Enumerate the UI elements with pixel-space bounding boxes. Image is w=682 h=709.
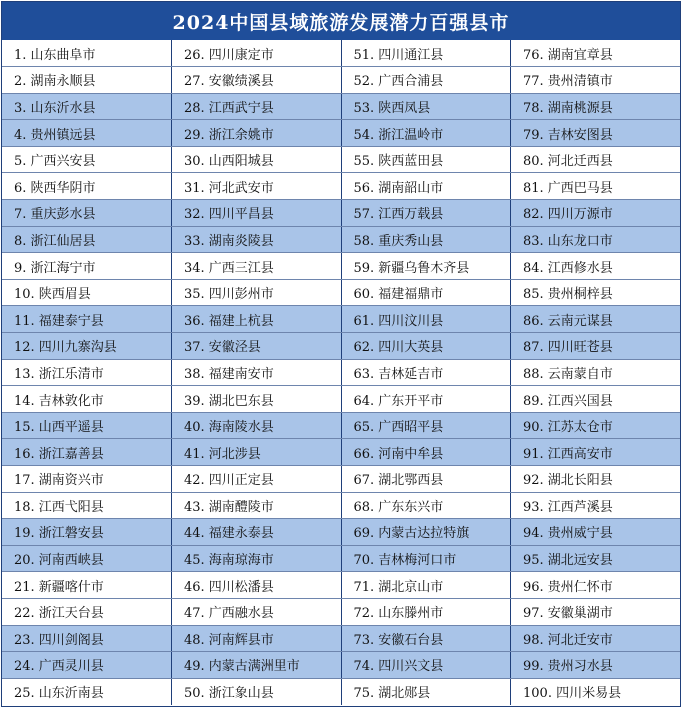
table-row [2,678,680,705]
table-row [2,412,680,439]
rank-cell: 57. 江西万载县 [341,200,511,227]
rank-cell: 39. 湖北巴东县 [172,386,342,413]
rank-cell: 67. 湖北鄂西县 [341,466,511,493]
rank-cell: 29. 浙江余姚市 [172,120,342,147]
rank-cell: 76. 湖南宜章县 [511,40,681,67]
rank-cell: 42. 四川正定县 [172,466,342,493]
rank-cell: 93. 江西芦溪县 [511,492,681,519]
rank-cell: 28. 江西武宁县 [172,93,342,120]
rank-cell: 58. 重庆秀山县 [341,226,511,253]
rank-cell: 63. 吉林延吉市 [341,359,511,386]
rank-cell: 55. 陕西蓝田县 [341,146,511,173]
rank-cell: 59. 新疆乌鲁木齐县 [341,253,511,280]
rank-cell: 2. 湖南永顺县 [2,67,172,94]
rank-cell: 11. 福建泰宁县 [2,306,172,333]
rank-cell: 34. 广西三江县 [172,253,342,280]
rank-cell: 26. 四川康定市 [172,40,342,67]
rank-cell: 22. 浙江天台县 [2,598,172,625]
rank-cell: 75. 湖北郧县 [341,678,511,705]
rank-cell: 21. 新疆喀什市 [2,572,172,599]
rank-cell: 54. 浙江温岭市 [341,120,511,147]
rank-cell: 27. 安徽绩溪县 [172,67,342,94]
table-title: 2024中国县域旅游发展潜力百强县市 [2,2,680,40]
rank-cell: 32. 四川平昌县 [172,200,342,227]
rank-cell: 17. 湖南资兴市 [2,466,172,493]
rank-cell: 69. 内蒙古达拉特旗 [341,519,511,546]
rank-cell: 95. 湖北远安县 [511,545,681,572]
rank-cell: 20. 河南西峡县 [2,545,172,572]
rank-cell: 16. 浙江嘉善县 [2,439,172,466]
rank-cell: 31. 河北武安市 [172,173,342,200]
rank-cell: 66. 河南中牟县 [341,439,511,466]
rank-cell: 50. 浙江象山县 [172,678,342,705]
rank-cell: 9. 浙江海宁市 [2,253,172,280]
rank-cell: 30. 山西阳城县 [172,146,342,173]
rank-cell: 15. 山西平遥县 [2,412,172,439]
table-row [2,200,680,227]
rank-cell: 1. 山东曲阜市 [2,40,172,67]
table-row [2,173,680,200]
rank-cell: 43. 湖南醴陵市 [172,492,342,519]
table-row [2,253,680,280]
table-row [2,359,680,386]
table-row [2,93,680,120]
rank-cell: 44. 福建永泰县 [172,519,342,546]
rank-cell: 4. 贵州镇远县 [2,120,172,147]
rank-cell: 24. 广西灵川县 [2,652,172,679]
rank-cell: 35. 四川彭州市 [172,279,342,306]
ranking-table [2,40,680,705]
rank-cell: 74. 四川兴文县 [341,652,511,679]
rank-cell: 41. 河北涉县 [172,439,342,466]
rank-cell: 77. 贵州清镇市 [511,67,681,94]
rank-cell: 36. 福建上杭县 [172,306,342,333]
rank-cell: 100. 四川米易县 [523,686,622,702]
rank-cell: 96. 贵州仁怀市 [511,572,681,599]
rank-cell: 37. 安徽泾县 [172,333,342,360]
table-row [2,466,680,493]
rank-cell: 68. 广东东兴市 [341,492,511,519]
rank-cell: 78. 湖南桃源县 [511,93,681,120]
rank-cell: 5. 广西兴安县 [2,146,172,173]
rank-cell: 56. 湖南韶山市 [341,173,511,200]
rank-cell: 81. 广西巴马县 [511,173,681,200]
rank-cell: 12. 四川九寨沟县 [2,333,172,360]
table-row [2,333,680,360]
rank-cell: 85. 贵州桐梓县 [511,279,681,306]
rank-cell: 38. 福建南安市 [172,359,342,386]
table-row [2,146,680,173]
rank-cell: 33. 湖南炎陵县 [172,226,342,253]
rank-cell: 98. 河北迁安市 [511,625,681,652]
table-row [2,120,680,147]
ranking-table-container [1,1,681,707]
rank-cell: 13. 浙江乐清市 [2,359,172,386]
rank-cell: 64. 广东开平市 [341,386,511,413]
rank-cell: 49. 内蒙古满洲里市 [172,652,342,679]
rank-cell: 8. 浙江仙居县 [2,226,172,253]
rank-cell: 25. 山东沂南县 [2,678,172,705]
rank-cell: 71. 湖北京山市 [341,572,511,599]
rank-cell: 48. 河南辉县市 [172,625,342,652]
table-row [2,572,680,599]
rank-cell: 80. 河北迁西县 [511,146,681,173]
table-row [2,519,680,546]
rank-cell: 46. 四川松潘县 [172,572,342,599]
rank-cell: 52. 广西合浦县 [341,67,511,94]
rank-cell: 73. 安徽石台县 [341,625,511,652]
rank-cell: 18. 江西弋阳县 [2,492,172,519]
rank-cell: 62. 四川大英县 [341,333,511,360]
rank-cell: 88. 云南蒙自市 [511,359,681,386]
table-row [2,386,680,413]
table-row [2,226,680,253]
rank-cell: 70. 吉林梅河口市 [341,545,511,572]
rank-cell: 89. 江西兴国县 [511,386,681,413]
rank-cell: 87. 四川旺苍县 [511,333,681,360]
rank-cell: 14. 吉林敦化市 [2,386,172,413]
rank-cell: 51. 四川通江县 [341,40,511,67]
rank-cell: 53. 陕西凤县 [341,93,511,120]
rank-cell: 72. 山东滕州市 [341,598,511,625]
rank-cell: 40. 海南陵水县 [172,412,342,439]
rank-cell: 97. 安徽巢湖市 [511,598,681,625]
table-row [2,652,680,679]
table-row [2,279,680,306]
table-row [2,492,680,519]
rank-cell: 82. 四川万源市 [511,200,681,227]
table-row [2,40,680,67]
rank-cell: 60. 福建福鼎市 [341,279,511,306]
rank-cell: 45. 海南琼海市 [172,545,342,572]
table-row [2,625,680,652]
rank-cell: 91. 江西高安市 [511,439,681,466]
rank-cell: 7. 重庆彭水县 [2,200,172,227]
rank-cell: 10. 陕西眉县 [2,279,172,306]
rank-cell: 3. 山东沂水县 [2,93,172,120]
rank-cell: 61. 四川汶川县 [341,306,511,333]
rank-cell: 90. 江苏太仓市 [511,412,681,439]
rank-cell: 19. 浙江磐安县 [2,519,172,546]
rank-cell: 99. 贵州习水县 [511,652,681,679]
rank-cell: 79. 吉林安图县 [511,120,681,147]
table-row [2,598,680,625]
table-row [2,545,680,572]
rank-cell: 23. 四川剑阁县 [2,625,172,652]
rank-cell: 47. 广西融水县 [172,598,342,625]
rank-cell: 6. 陕西华阴市 [2,173,172,200]
table-row [2,67,680,94]
rank-cell: 83. 山东龙口市 [511,226,681,253]
rank-cell: 86. 云南元谋县 [511,306,681,333]
table-row [2,439,680,466]
table-row [2,306,680,333]
rank-cell: 94. 贵州威宁县 [511,519,681,546]
rank-cell: 92. 湖北长阳县 [511,466,681,493]
rank-cell: 65. 广西昭平县 [341,412,511,439]
rank-cell: 84. 江西修水县 [511,253,681,280]
